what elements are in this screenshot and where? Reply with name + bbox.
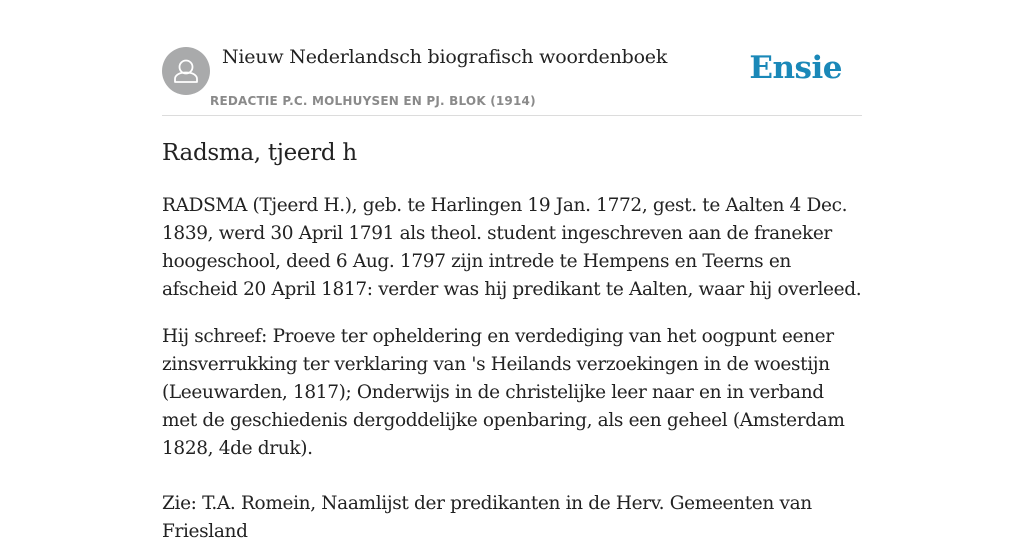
entry-paragraph: Hij schreef: Proeve ter opheldering en verdediging van het oogpunt eener zinsverrukking ter verklaring van 's Heilands verzoekingen in de woestijn (Leeuwarden, 1817); Onderwijs in de christelijke leer naar en in verband met de geschiedenis dergoddelijke openbaring, als een geheel (Amsterdam 1828, 4de druk). xyxy=(162,326,845,459)
book-avatar[interactable] xyxy=(162,47,210,95)
book-title[interactable]: Nieuw Nederlandsch biografisch woordenboek xyxy=(222,46,668,68)
book-header xyxy=(162,0,862,116)
entry-title: Radsma, tjeerd h xyxy=(162,140,357,166)
book-editors: REDACTIE P.C. MOLHUYSEN EN PJ. BLOK (1914) xyxy=(210,94,536,108)
user-icon xyxy=(162,47,210,95)
entry-reference: Zie: T.A. Romein, Naamlijst der predikanten in de Herv. Gemeenten van Friesland xyxy=(162,493,812,542)
brand-logo[interactable]: Ensie xyxy=(749,50,842,86)
entry-paragraph: RADSMA (Tjeerd H.), geb. te Harlingen 19 Jan. 1772, gest. te Aalten 4 Dec. 1839, werd 30 April 1791 als theol. student ingeschreven aan de franeker hoogeschool, deed 6 Aug. 1797 zijn intrede te Hempens en Teerns en afscheid 20 April 1817: verder was hij predikant te Aalten, waar hij overleed. xyxy=(162,195,862,300)
page-content xyxy=(162,0,862,542)
